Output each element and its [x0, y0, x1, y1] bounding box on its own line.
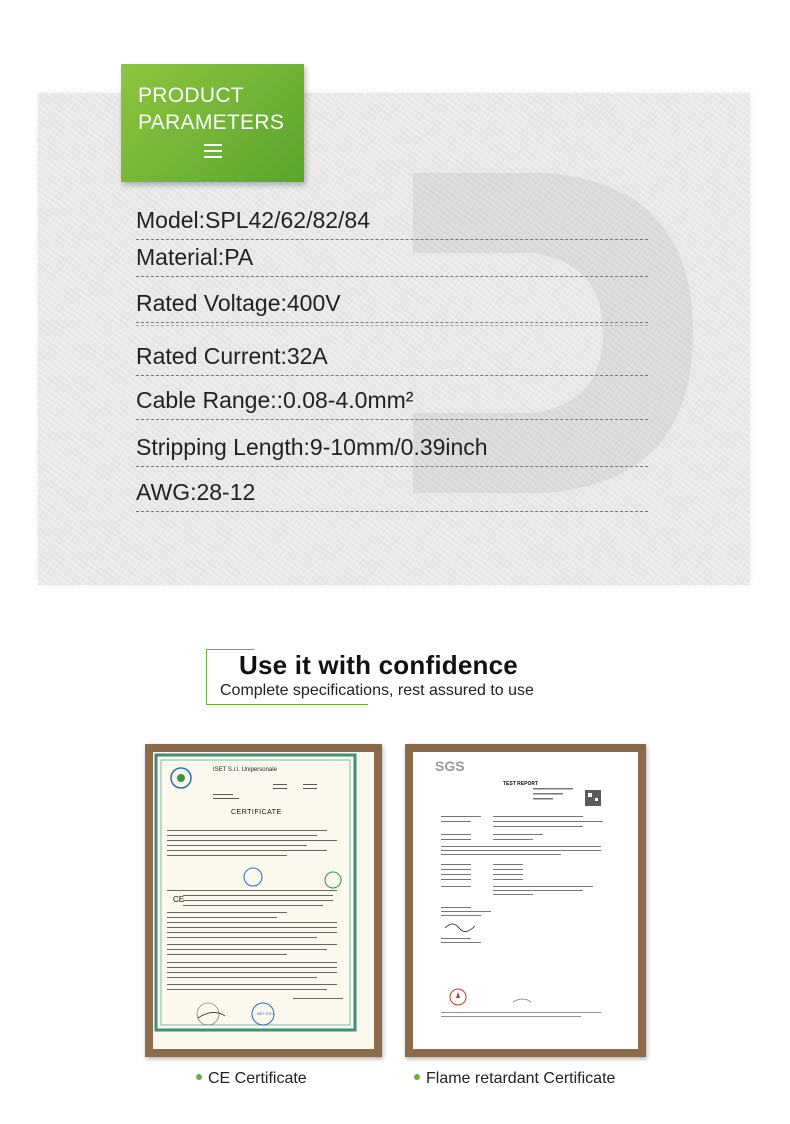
ce-issuer: ISET S.r.l. Unipersonale [213, 767, 277, 773]
flame-retardant-certificate-image [405, 744, 646, 1057]
divider [136, 511, 648, 512]
svg-text:CE: CE [173, 895, 185, 904]
spec-text: Material:PA [136, 244, 254, 270]
spec-row-stripping-length [136, 427, 648, 467]
spec-row-model [136, 200, 648, 240]
bullet-icon [414, 1074, 420, 1080]
accent-line [206, 704, 368, 705]
confidence-subtitle: Complete specifications, rest assured to use [220, 682, 534, 699]
sgs-logo: SGS [435, 758, 465, 774]
spec-text: Stripping Length:9-10mm/0.39inch [136, 434, 488, 460]
spec-row-awg [136, 472, 648, 512]
report-content-icon [413, 752, 622, 1033]
spec-row-cable-range [136, 380, 648, 420]
accent-line [206, 649, 207, 705]
spec-text: AWG:28-12 [136, 479, 256, 505]
spec-text: Cable Range::0.08-4.0mm² [136, 387, 414, 413]
certificate-border-icon [153, 752, 358, 1033]
ce-heading: CERTIFICATE [231, 809, 282, 816]
spec-row-material [136, 237, 648, 277]
ce-certificate-page [153, 752, 374, 1049]
badge-line-1: PRODUCT [138, 84, 244, 107]
divider [136, 325, 648, 326]
product-parameters-badge [121, 64, 304, 182]
sgs-heading: TEST REPORT [503, 781, 539, 787]
flame-caption-text: Flame retardant Certificate [426, 1070, 616, 1087]
spec-text: Model:SPL42/62/82/84 [136, 207, 371, 233]
ce-caption [196, 1070, 307, 1088]
flame-caption [414, 1070, 615, 1088]
spec-text: Rated Voltage:400V [136, 290, 341, 316]
ce-certificate-image [145, 744, 382, 1057]
divider [136, 375, 648, 376]
confidence-title: Use it with confidence [239, 650, 518, 680]
menu-icon [204, 144, 222, 158]
divider [136, 322, 648, 323]
ce-stamp: ISET S.R.L. [257, 1012, 276, 1016]
bullet-icon [196, 1074, 202, 1080]
divider [136, 466, 648, 467]
spec-text: Rated Current:32A [136, 343, 328, 369]
spec-row-rated-current [136, 336, 648, 376]
badge-line-2: PARAMETERS [138, 111, 285, 134]
divider [136, 276, 648, 277]
ce-caption-text: CE Certificate [208, 1070, 307, 1087]
sgs-report-page [413, 752, 638, 1049]
spec-row-rated-voltage [136, 283, 648, 323]
divider [136, 419, 648, 420]
